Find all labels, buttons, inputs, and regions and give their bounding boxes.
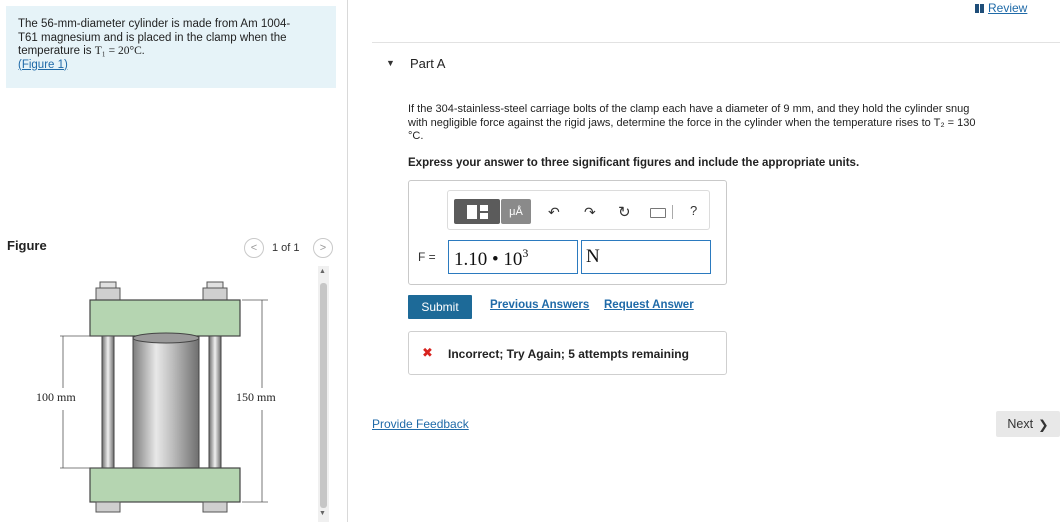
review-icon bbox=[975, 4, 984, 13]
question-line-1: If the 304-stainless-steel carriage bolts of the clamp each have a diameter of 9 mm, and they hold the cylinder snug bbox=[408, 103, 970, 115]
toolbar-separator bbox=[672, 205, 673, 219]
answer-variable-label: F = bbox=[418, 250, 436, 264]
bolt-right bbox=[209, 336, 221, 468]
help-button[interactable]: ? bbox=[690, 203, 698, 218]
reset-icon[interactable]: ↻ bbox=[618, 204, 631, 221]
answer-instruction: Express your answer to three significant figures and include the appropriate units. bbox=[408, 157, 860, 169]
temperature-t1: T₁ = 20°C. bbox=[94, 45, 145, 57]
scroll-down-icon[interactable]: ▼ bbox=[319, 510, 326, 517]
scroll-up-icon[interactable]: ▲ bbox=[319, 268, 326, 275]
problem-line-1: The 56-mm-diameter cylinder is made from Am 1004- bbox=[18, 18, 291, 30]
problem-statement bbox=[6, 6, 336, 88]
units-button[interactable]: μÅ bbox=[501, 199, 531, 224]
review-link[interactable] bbox=[975, 1, 1027, 15]
template-box-icon bbox=[467, 205, 477, 219]
question-line-3: °C. bbox=[408, 130, 424, 142]
templates-button[interactable] bbox=[454, 199, 500, 224]
figure-page-count: 1 of 1 bbox=[272, 242, 300, 254]
chevron-left-icon: < bbox=[250, 242, 258, 254]
top-nut-left bbox=[96, 282, 120, 300]
bottom-jaw bbox=[90, 468, 240, 502]
next-button[interactable] bbox=[996, 411, 1060, 437]
figure-prev-button[interactable] bbox=[244, 238, 264, 258]
fraction-icon bbox=[480, 205, 488, 219]
bottom-nut-left bbox=[96, 502, 120, 512]
previous-answers-link[interactable]: Previous Answers bbox=[490, 299, 590, 311]
figure-link[interactable]: (Figure 1) bbox=[18, 58, 68, 71]
undo-icon[interactable]: ↶ bbox=[548, 204, 560, 220]
top-nut-right bbox=[203, 282, 227, 300]
figure-next-button[interactable] bbox=[313, 238, 333, 258]
figure-scrollbar-thumb[interactable] bbox=[320, 283, 327, 508]
magnesium-cylinder bbox=[133, 333, 199, 468]
dimension-label-100mm: 100 mm bbox=[36, 390, 76, 404]
incorrect-icon: ✖ bbox=[422, 345, 433, 360]
header-divider bbox=[372, 42, 1060, 43]
redo-icon[interactable]: ↷ bbox=[584, 204, 596, 220]
feedback-message: Incorrect; Try Again; 5 attempts remaining bbox=[448, 347, 689, 361]
question-text bbox=[408, 103, 1053, 144]
answer-unit-input[interactable]: N bbox=[581, 240, 711, 274]
part-title: Part A bbox=[410, 56, 446, 71]
collapse-toggle-icon[interactable]: ▼ bbox=[386, 58, 395, 68]
panel-divider bbox=[347, 0, 348, 522]
problem-line-2: T61 magnesium and is placed in the clamp when the bbox=[18, 31, 287, 44]
chevron-right-icon: > bbox=[319, 242, 327, 254]
answer-value-input[interactable] bbox=[448, 240, 578, 274]
submit-button[interactable]: Submit bbox=[408, 295, 472, 319]
question-line-2: with negligible force against the rigid jaws, determine the force in the cylinder when the temperature rises to T₂ = 130 bbox=[408, 116, 976, 129]
bolt-left bbox=[102, 336, 114, 468]
answer-exponent: 3 bbox=[522, 246, 529, 260]
request-answer-link[interactable]: Request Answer bbox=[604, 299, 694, 311]
bottom-nut-right bbox=[203, 502, 227, 512]
answer-mantissa: 1.10 • 10 bbox=[454, 249, 523, 270]
figure-heading: Figure bbox=[7, 238, 47, 253]
problem-line-3-prefix: temperature is bbox=[18, 45, 95, 57]
problem-line-3 bbox=[18, 45, 324, 59]
top-jaw bbox=[90, 300, 240, 336]
review-label: Review bbox=[988, 1, 1028, 15]
keyboard-icon[interactable] bbox=[650, 208, 666, 218]
next-label: Next bbox=[1007, 417, 1034, 431]
dimension-label-150mm: 150 mm bbox=[236, 390, 276, 404]
chevron-right-icon: ❯ bbox=[1038, 417, 1049, 432]
provide-feedback-link[interactable]: Provide Feedback bbox=[372, 417, 469, 431]
